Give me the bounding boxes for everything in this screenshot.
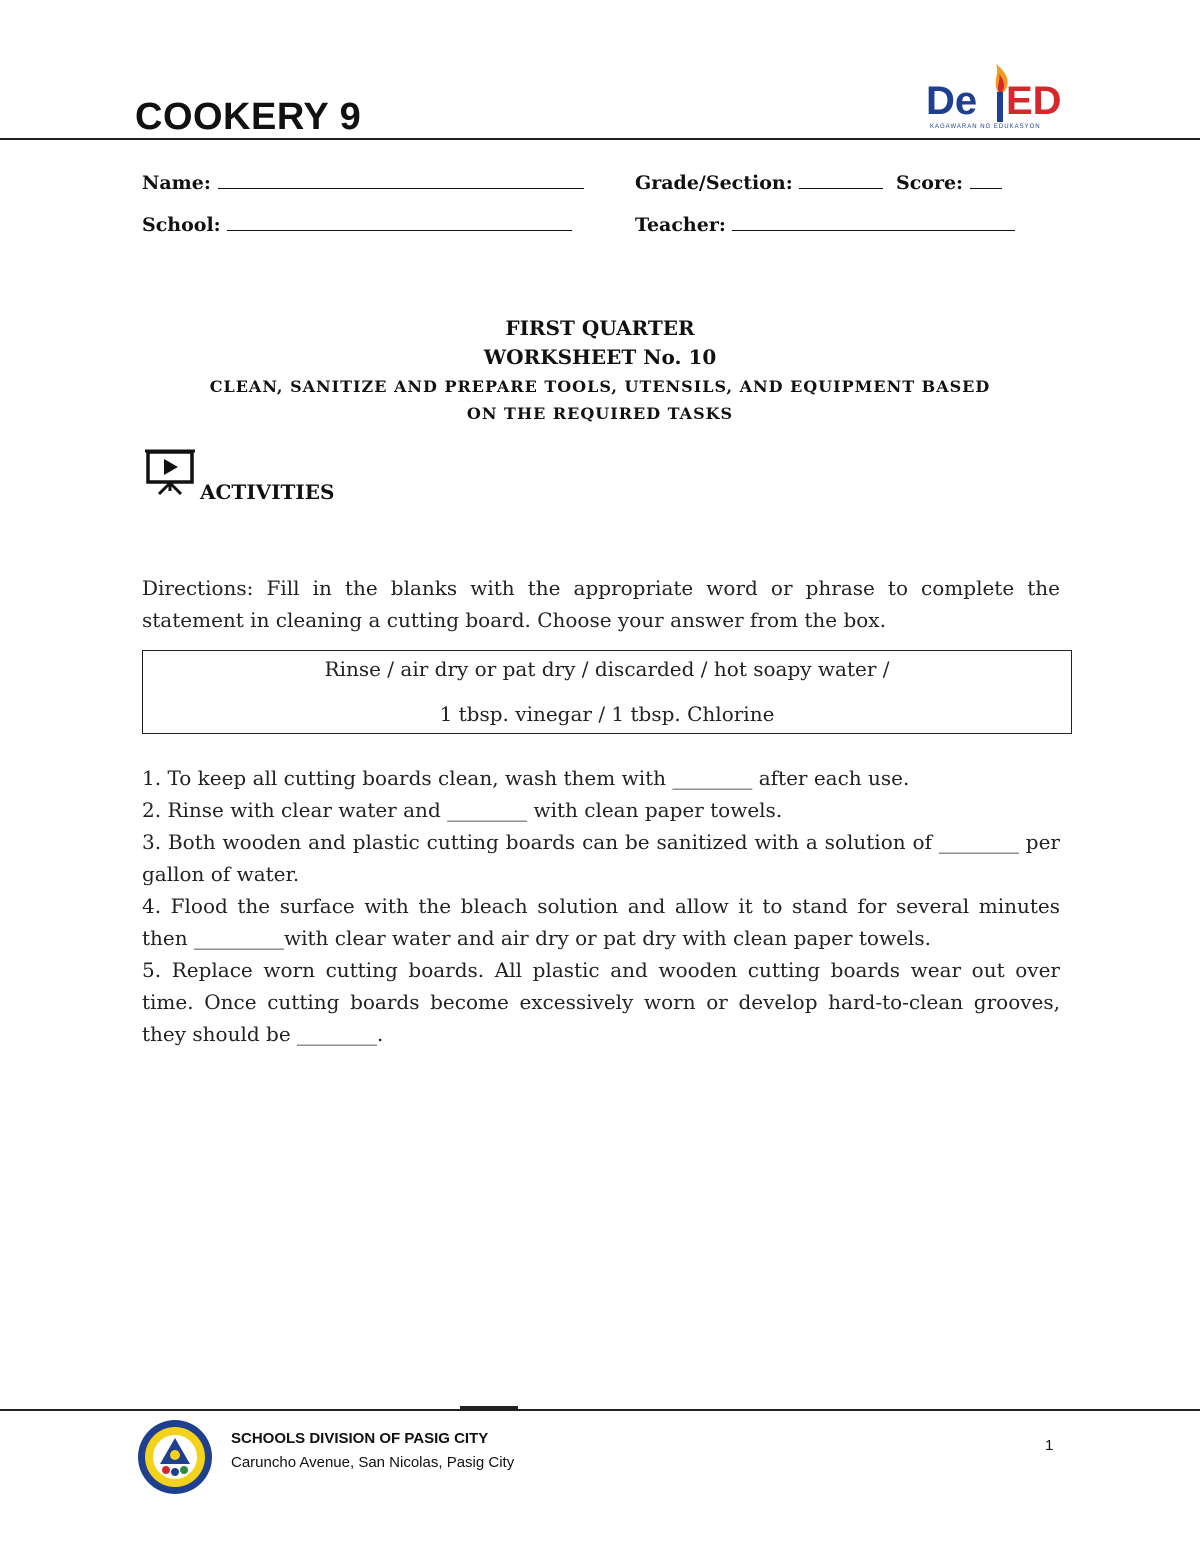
pasig-division-seal <box>136 1418 214 1496</box>
presentation-board-icon <box>143 447 201 497</box>
score-blank[interactable] <box>970 172 1002 189</box>
svg-text:ED: ED <box>1006 79 1062 123</box>
deped-logo <box>922 62 1062 134</box>
quarter-heading: FIRST QUARTER <box>505 316 695 340</box>
grade-section-field[interactable] <box>635 172 1002 194</box>
question-list <box>142 762 1060 1050</box>
question-item-4: 4. Flood the surface with the bleach solution and allow it to stand for several minutes then _________with clear water and air dry or pat dry with clean paper towels. <box>142 894 1060 950</box>
grade-section-label: Grade/Section: <box>635 172 793 194</box>
page-number: 1 <box>1045 1437 1054 1454</box>
directions-text: Directions: Fill in the blanks with the appropriate word or phrase to complete the statement in cleaning a cutting board. Choose your answer from the box. <box>142 576 1060 632</box>
footer-rule <box>0 1409 1200 1411</box>
teacher-label: Teacher: <box>635 214 726 236</box>
division-address: Caruncho Avenue, San Nicolas, Pasig City <box>231 1454 515 1471</box>
activities-label: ACTIVITIES <box>200 480 335 504</box>
teacher-blank[interactable] <box>732 214 1015 231</box>
question-item-5: 5. Replace worn cutting boards. All plastic and wooden cutting boards wear out over time. Once cutting boards become excessively worn or develop hard-to-clean grooves, they should be ________. <box>142 958 1060 1046</box>
worksheet-heading: WORKSHEET No. 10 <box>483 345 717 369</box>
teacher-field[interactable] <box>635 214 1015 236</box>
school-label: School: <box>142 214 221 236</box>
score-label: Score: <box>895 172 964 194</box>
question-item-3: 3. Both wooden and plastic cutting boards can be sanitized with a solution of ________ per gallon of water. <box>142 830 1060 886</box>
school-blank[interactable] <box>227 214 572 231</box>
choices-line-2: 1 tbsp. vinegar / 1 tbsp. Chlorine <box>439 702 775 726</box>
name-field[interactable] <box>142 172 584 194</box>
svg-text:De: De <box>926 79 978 123</box>
svg-text:KAGAWARAN NG EDUKASYON: KAGAWARAN NG EDUKASYON <box>930 124 1041 130</box>
question-item-1: 1. To keep all cutting boards clean, wash them with ________ after each use. <box>142 766 910 790</box>
document-title: COOKERY 9 <box>135 96 362 138</box>
school-field[interactable] <box>142 214 572 236</box>
answer-choices-box <box>142 650 1072 734</box>
division-name: SCHOOLS DIVISION OF PASIG CITY <box>231 1430 489 1447</box>
topic-heading-line1: CLEAN, SANITIZE AND PREPARE TOOLS, UTENSILS, AND EQUIPMENT BASED <box>209 377 991 396</box>
grade-section-blank[interactable] <box>799 172 883 189</box>
name-label: Name: <box>142 172 211 194</box>
header-rule <box>0 138 1200 140</box>
question-item-2: 2. Rinse with clear water and ________ with clean paper towels. <box>142 798 783 822</box>
choices-line-1: Rinse / air dry or pat dry / discarded / hot soapy water / <box>324 657 890 681</box>
topic-heading-line2: ON THE REQUIRED TASKS <box>466 404 734 423</box>
name-blank[interactable] <box>218 172 584 189</box>
